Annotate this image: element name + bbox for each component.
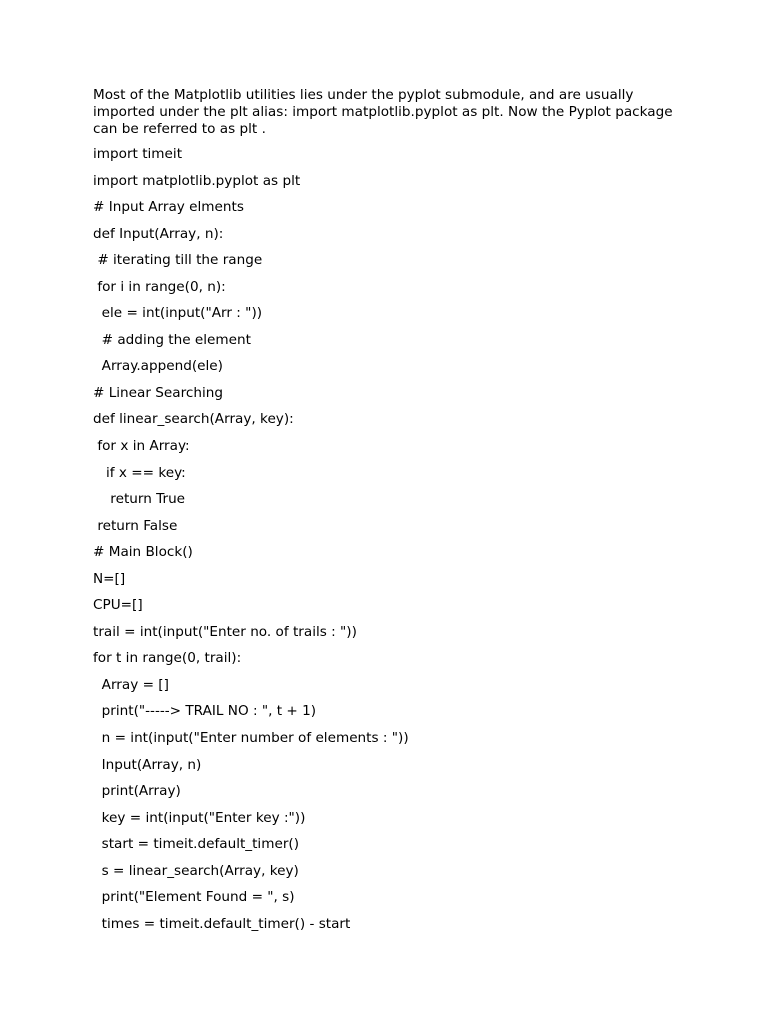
code-line: print(Array) — [93, 783, 181, 800]
code-line: # Main Block() — [93, 544, 193, 561]
code-line: return True — [93, 491, 186, 508]
code-line: print("-----> TRAIL NO : ", t + 1) — [93, 703, 317, 720]
code-line: # adding the element — [93, 331, 251, 348]
code-line: def Input(Array, n): — [93, 225, 224, 242]
code-line: s = linear_search(Array, key) — [93, 862, 299, 879]
code-line: n = int(input("Enter number of elements : ")) — [93, 730, 409, 747]
code-line: import timeit — [93, 146, 183, 162]
code-line: Array.append(ele) — [93, 358, 223, 375]
code-line: # iterating till the range — [93, 252, 263, 269]
code-line: N=[] — [93, 570, 126, 587]
code-line: times = timeit.default_timer() - start — [93, 915, 351, 932]
code-listing — [93, 146, 409, 942]
code-line: return False — [93, 517, 178, 534]
code-line: # Linear Searching — [93, 384, 224, 401]
intro-paragraph: Most of the Matplotlib utilities lies under the pyplot submodule, and are usually imported under the plt alias: import matplotlib.pyplot as plt. Now the Pyplot package can be referred to as plt . — [93, 87, 673, 137]
code-line: ele = int(input("Arr : ")) — [93, 305, 263, 322]
code-line: Array = [] — [93, 676, 169, 693]
code-line: # Input Array elments — [93, 199, 244, 216]
code-line: Input(Array, n) — [93, 756, 202, 773]
code-line: for i in range(0, n): — [93, 278, 226, 295]
code-line: trail = int(input("Enter no. of trails : ")) — [93, 623, 357, 640]
code-line: if x == key: — [93, 464, 186, 481]
code-line: key = int(input("Enter key :")) — [93, 809, 306, 826]
code-line: import matplotlib.pyplot as plt — [93, 172, 301, 189]
code-line: CPU=[] — [93, 597, 143, 614]
code-line: for t in range(0, trail): — [93, 650, 242, 667]
code-line: start = timeit.default_timer() — [93, 836, 300, 853]
code-line: def linear_search(Array, key): — [93, 411, 294, 428]
code-line: for x in Array: — [93, 438, 190, 455]
code-line: print("Element Found = ", s) — [93, 889, 295, 906]
